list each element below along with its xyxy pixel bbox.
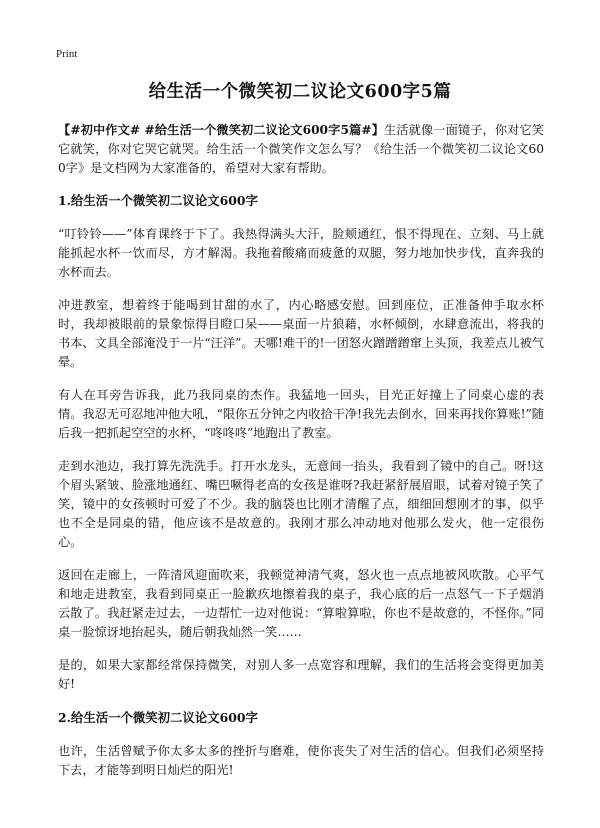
section-1-paragraph: 冲进教室，想着终于能喝到甘甜的水了，内心略感安慰。回到座位，正准备伸手取水杯时，我却被眼前的景象惊得目瞪口呆——桌面一片狼藉，水杯倾倒，水肆意流出，将我的书本、文具全部淹没于一片“汪洋”。天哪!难干的!一团怒火蹭蹭蹭窜上头顶，我差点儿被气晕。: [58, 298, 544, 369]
section-1-paragraph: 有人在耳旁告诉我，此乃我同桌的杰作。我猛地一回头，目光正好撞上了同桌心虚的表情。我忍无可忍地冲他大吼，“限你五分钟之内收拾干净!我先去倒水，回来再找你算账!”随后我一把抓起空空的水杯，“咚咚咚”地跑出了教室。: [58, 388, 544, 440]
section-1-heading: 1.给生活一个微笑初二议论文600字: [58, 193, 258, 208]
print-link[interactable]: Print: [56, 48, 78, 60]
section-1-paragraph: 是的，如果大家都经常保持微笑，对别人多一点宽容和理解，我们的生活将会变得更加美好!: [58, 658, 544, 691]
intro-text: 生活就像一面镜子，你对它笑它就笑，你对它哭它就哭。给生活一个微笑作文怎么写？《给生活一个微笑初二议论文600字》是文档网为大家准备的，希望对大家有帮助。: [58, 123, 544, 175]
article-body: [58, 121, 544, 794]
intro-tag: 【#初中作文# #给生活一个微笑初二议论文600字5篇#】: [58, 123, 385, 137]
page-title: 给生活一个微笑初二议论文600字5篇: [148, 82, 452, 102]
section-1-paragraph: 返回在走廊上，一阵清风迎面吹来，我顿觉神清气爽，怒火也一点点地被风吹散。心平气和地走进教室，我看到同桌正一脸歉疚地擦着我的桌子，我心底的后一点怒气一下子烟消云散了。我赶紧走过去，一边帮忙一边对他说：“算啦算啦，你也不是故意的，不怪你。”同桌一脸惊讶地抬起头，随后朝我灿然一笑……: [58, 568, 544, 639]
intro-paragraph: [58, 121, 544, 178]
section-2-heading: 2.给生活一个微笑初二议论文600字: [58, 710, 258, 725]
section-1-paragraph: “叮铃铃——”体育课终于下了。我热得满头大汗，脸颊通红，恨不得现在、立刻、马上就能抓起水杯一饮而尽，方才解渴。我拖着酸痛而疲惫的双腿，努力地加快步伐，直奔我的水杯而去。: [58, 227, 544, 279]
section-1-paragraph: 走到水池边，我打算先洗洗手。打开水龙头，无意间一抬头，我看到了镜中的自己。呀!这个眉头紧皱、脸涨地通红、嘴巴噘得老高的女孩是谁呀?我赶紧舒展眉眼，试着对镜子笑了笑，镜中的女孩顿时可爱了不少。我的脑袋也比刚才清醒了点，细细回想刚才的事，似乎也不全是同桌的错，他应该不是故意的。我刚才那么冲动地对他那么发火，他一定很伤心。: [58, 459, 544, 549]
section-2-paragraph: 也许，生活曾赋予你太多太多的挫折与磨难，使你丧失了对生活的信心。但我们必须坚持下去，才能等到明日灿烂的阳光!: [58, 744, 544, 777]
